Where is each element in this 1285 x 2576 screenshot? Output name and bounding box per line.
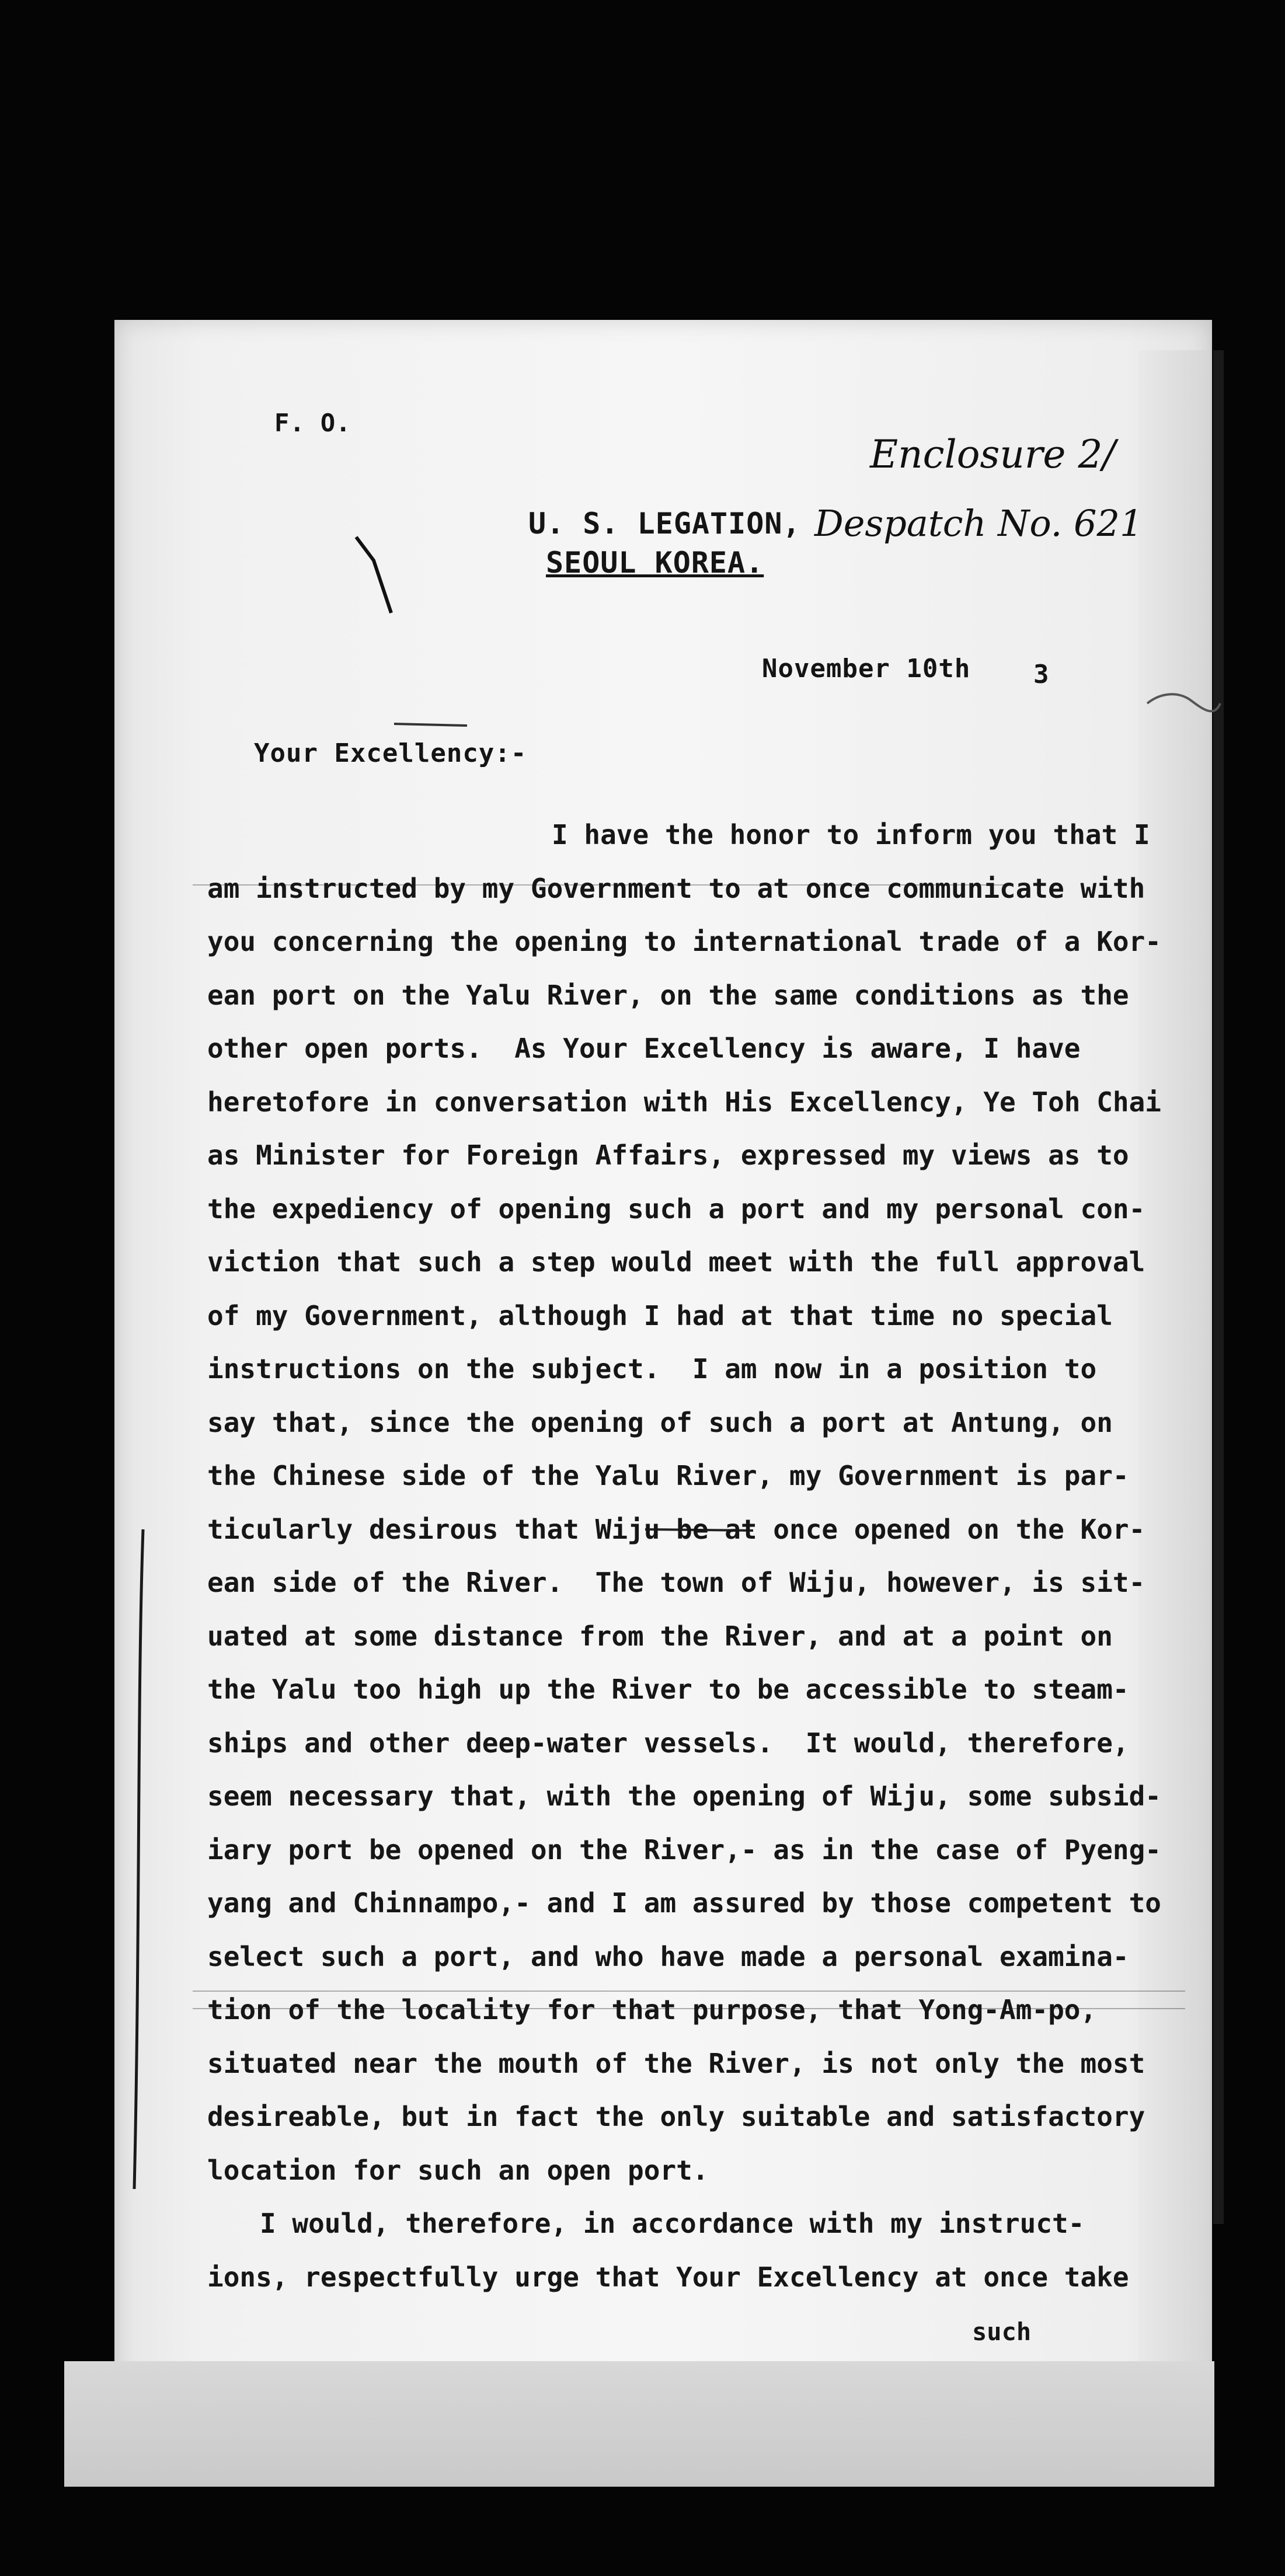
- film-edge: [1213, 350, 1224, 2224]
- letter-body: [207, 808, 1165, 2304]
- pen-stroke-mark: [350, 525, 455, 625]
- body-line: ships and other deep-water vessels. It would, therefore,: [207, 1727, 1129, 1759]
- catchword: such: [972, 2317, 1032, 2346]
- page-bottom-margin: [64, 2361, 1214, 2487]
- body-line: I have the honor to inform you that I: [552, 819, 1150, 850]
- salutation: Your Excellency:-: [254, 738, 527, 768]
- body-line: uated at some distance from the River, and at a point on: [207, 1620, 1113, 1652]
- letter-date: November 10th: [762, 654, 971, 684]
- legation-location: SEOUL KOREA.: [546, 546, 764, 580]
- body-line: yang and Chinnampo,- and I am assured by those competent to: [207, 1887, 1161, 1919]
- body-line: ions, respectfully urge that Your Excellency at once take: [207, 2261, 1129, 2293]
- legation-heading: U. S. LEGATION,: [528, 507, 801, 541]
- body-line: desireable, but in fact the only suitable and satisfactory: [207, 2101, 1145, 2132]
- body-line: you concerning the opening to international trade of a Kor-: [207, 926, 1161, 957]
- body-line: situated near the mouth of the River, is not only the most: [207, 2047, 1145, 2079]
- body-line: viction that such a step would meet with the full approval: [207, 1246, 1145, 1278]
- body-line: the Yalu too high up the River to be accessible to steam-: [207, 1674, 1129, 1705]
- body-line: as Minister for Foreign Affairs, expressed my views as to: [207, 1139, 1129, 1171]
- body-line: select such a port, and who have made a personal examina-: [207, 1940, 1129, 1972]
- body-line: the expediency of opening such a port and my personal con-: [207, 1193, 1145, 1225]
- body-line: other open ports. As Your Excellency is aware, I have: [207, 1033, 1081, 1064]
- body-line: tion of the locality for that purpose, that Yong-Am-po,: [207, 1994, 1097, 2026]
- margin-line: [123, 1524, 158, 2195]
- body-line: the Chinese side of the Yalu River, my Government is par-: [207, 1460, 1129, 1491]
- body-line: iary port be opened on the River,- as in the case of Pyeng-: [207, 1833, 1161, 1866]
- body-line: ticularly desirous that Wiju be at once opened on the Kor-: [207, 1513, 1145, 1545]
- body-line: I would, therefore, in accordance with my instruct-: [260, 2208, 1085, 2239]
- body-line: say that, since the opening of such a port at Antung, on: [207, 1406, 1113, 1438]
- page-curl-mark: [1144, 686, 1226, 727]
- body-line: of my Government, although I had at that time no special: [207, 1299, 1113, 1331]
- body-line: location for such an open port.: [207, 2154, 709, 2186]
- letter-date-digit: 3: [1033, 660, 1050, 689]
- body-line: heretofore in conversation with His Excellency, Ye Toh Chai: [207, 1086, 1161, 1118]
- underscore-mark: [391, 715, 473, 733]
- body-line: ean side of the River. The town of Wiju, however, is sit-: [207, 1567, 1145, 1598]
- body-line: ean port on the Yalu River, on the same conditions as the: [207, 979, 1129, 1011]
- handwritten-despatch-note: Despatch No. 621: [814, 502, 1143, 545]
- body-line: seem necessary that, with the opening of Wiju, some subsid-: [207, 1780, 1161, 1812]
- file-code: F. O.: [274, 409, 351, 437]
- body-line: am instructed by my Government to at once communicate with: [207, 872, 1145, 904]
- handwritten-enclosure-note: Enclosure 2/: [870, 432, 1116, 477]
- body-line: instructions on the subject. I am now in a position to: [207, 1353, 1097, 1385]
